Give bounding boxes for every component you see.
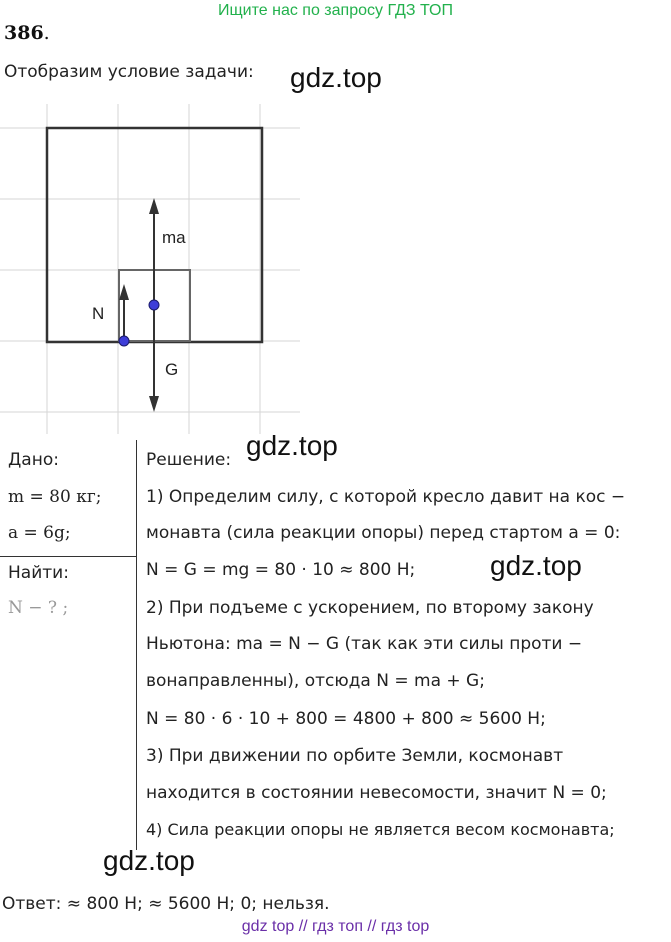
- given-header: Дано:: [8, 450, 59, 470]
- table-divider-vertical: [136, 440, 137, 850]
- solution-line-10: 4) Сила реакции опоры не является весом космонавта;: [146, 820, 615, 839]
- label-ma: ma: [162, 228, 186, 247]
- center-of-mass-point: [149, 300, 159, 310]
- solution-line-2: монавта (сила реакции опоры) перед стартом a = 0:: [146, 523, 621, 543]
- solution-line-9: находится в состоянии невесомости, значит N = 0;: [146, 783, 607, 803]
- problem-number: [4, 22, 50, 44]
- find-header: Найти:: [8, 563, 69, 583]
- given-acceleration: a = 6g;: [8, 523, 71, 543]
- solution-line-4: 2) При подъеме с ускорением, по второму закону: [146, 598, 594, 618]
- force-diagram: [0, 104, 300, 434]
- solution-line-1: 1) Определим силу, с которой кресло давит на кос −: [146, 487, 626, 507]
- given-mass: m = 80 кг;: [8, 487, 102, 507]
- label-G: G: [165, 360, 179, 379]
- solution-header: Решение:: [146, 450, 232, 470]
- arrow-G: [149, 304, 159, 412]
- solution-line-6: вонаправленны), отсюда N = ma + G;: [146, 671, 485, 691]
- arrow-ma: [149, 198, 159, 304]
- arrow-N: [119, 284, 129, 341]
- top-banner[interactable]: Ищите нас по запросу ГДЗ ТОП: [218, 2, 453, 19]
- watermark-3: gdz.top: [490, 550, 582, 581]
- label-N: N: [92, 304, 105, 323]
- watermark-4: gdz.top: [103, 845, 195, 876]
- support-point: [119, 336, 129, 346]
- answer-line: Ответ: ≈ 800 Н; ≈ 5600 Н; 0; нельзя.: [2, 894, 330, 914]
- solution-line-8: 3) При движении по орбите Земли, космонавт: [146, 746, 564, 766]
- problem-number-suffix: .: [43, 22, 50, 44]
- solution-line-7: N = 80 · 6 · 10 + 800 = 4800 + 800 ≈ 5600 Н;: [146, 709, 546, 729]
- footer-links[interactable]: gdz top // гдз топ // гдз top: [241, 918, 430, 935]
- watermark-1: gdz.top: [290, 62, 382, 93]
- intro-text: Отобразим условие задачи:: [4, 62, 254, 82]
- solution-line-5: Ньютона: ma = N − G (так как эти силы проти −: [146, 634, 583, 654]
- solution-line-3: N = G = mg = 80 · 10 ≈ 800 Н;: [146, 560, 416, 580]
- find-value: N − ? ;: [8, 598, 69, 618]
- problem-number-value: 386: [4, 22, 44, 44]
- watermark-2: gdz.top: [246, 430, 338, 461]
- table-divider-horizontal: [0, 556, 137, 557]
